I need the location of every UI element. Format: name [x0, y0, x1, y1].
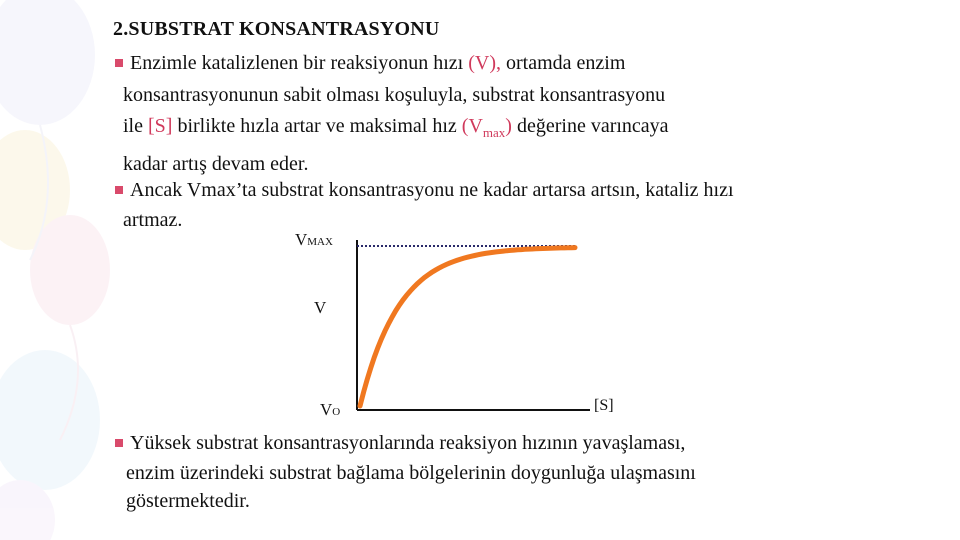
paragraph-2: Ancak Vmax’ta substrat konsantrasyonu ne kadar artarsa artsın, kataliz hızı artmaz. — [115, 175, 734, 233]
bullet-icon — [115, 186, 123, 194]
bullet-icon — [115, 439, 123, 447]
slide-title: 2.SUBSTRAT KONSANTRASYONU — [113, 18, 440, 40]
paragraph-1: Enzimle katalizlenen bir reaksiyonun hızı (V), ortamda enzim konsantrasyonunun sabit olması koşuluyla, substrat konsantrasyonu ile [S] birlikte hızla artar ve maksimal hız $(V_{max})$ değerine varıncaya kadar artış devam eder. — [115, 48, 669, 180]
v0-label: VO — [320, 400, 341, 419]
paragraph-3: Yüksek substrat konsantrasyonlarında reaksiyon hızının yavaşlaması, enzim üzerindeki substrat bağlama bölgelerinin doygunluğa ulaşmasını göstermektedir. — [115, 428, 696, 514]
bullet-icon — [115, 59, 123, 67]
vmax-term: $(V_{max})$ — [461, 115, 512, 140]
v-axis-label: V — [314, 298, 327, 317]
substrate-term: [S] — [148, 115, 173, 137]
vmax-label: VMAX — [295, 230, 333, 249]
velocity-term: (V), — [468, 52, 501, 74]
s-axis-label: [S] — [594, 397, 614, 414]
saturation-curve — [360, 248, 575, 406]
saturation-chart — [340, 230, 600, 420]
